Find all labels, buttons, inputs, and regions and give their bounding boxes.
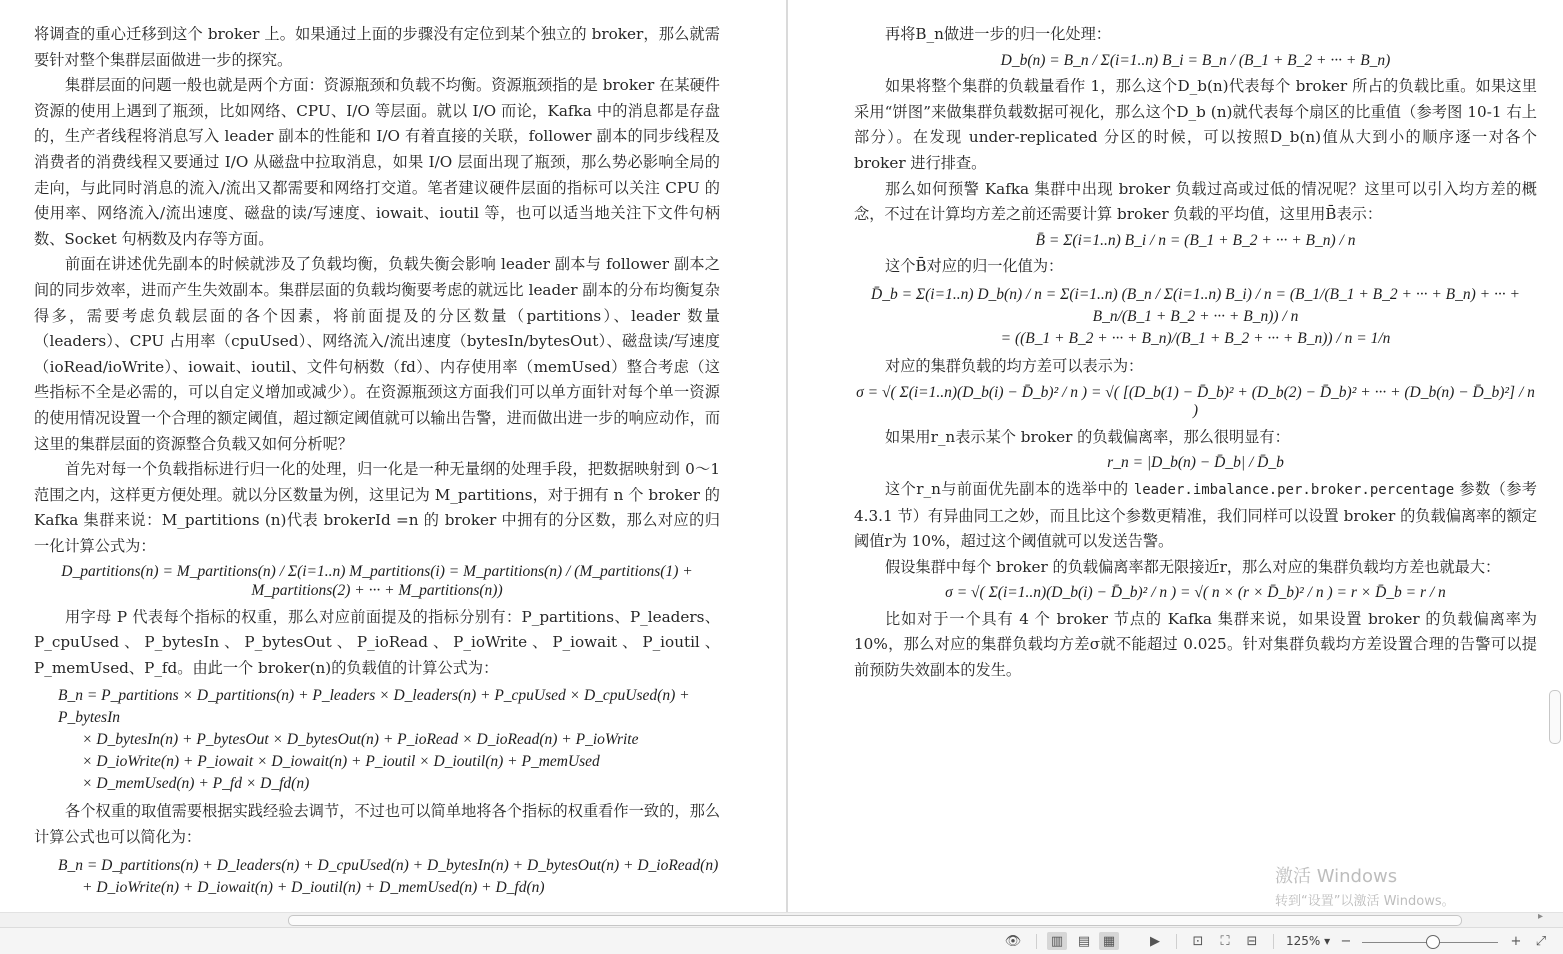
formula-rn [854, 454, 1537, 473]
paragraph: 比如对于一个具有 4 个 broker 节点的 Kafka 集群来说，如果设置 broker 的负载偏离率为 10%，那么对应的集群负载均方差σ就不能超过 0.025。针对集群负载均方差设置合理的告警可以提前预防失效副本的发生。 [854, 609, 1537, 680]
paragraph: 用字母 P 代表每个指标的权重，那么对应前面提及的指标分别有：P_partitions、P_leaders、P_cpuUsed、P_bytesIn、P_bytesOut、P_ioRead、P_ioWrite、P_iowait、P_ioutil、P_memUsed、P_fd。由此一个 broker(n)的负载值的计算公式为： [34, 607, 720, 677]
document-icon[interactable]: ▤ [1077, 933, 1091, 949]
paragraph: 将调查的重心迁移到这个 broker 上。如果通过上面的步骤没有定位到某个独立的 broker，那么就需要针对整个集群层面做进一步的探究。 [34, 25, 720, 69]
divider [1273, 934, 1274, 949]
formula-sigma-max [854, 584, 1537, 603]
formula-b-mean [854, 232, 1537, 251]
zoom-level-dropdown[interactable] [1286, 934, 1330, 948]
formula-line: = ((B_1 + B_2 + ··· + B_n)/(B_1 + B_2 + ··· + B_n)) / n = 1/n [1000, 329, 1391, 347]
paragraph: 对应的集群负载的均方差可以表示为： [885, 356, 1144, 375]
formula-line: B_n = D_partitions(n) + D_leaders(n) + D_cpuUsed(n) + D_bytesIn(n) + D_bytesOut(n) + D_ioRead(n) [58, 856, 719, 874]
formula-line: D̄_b = Σ(i=1..n) D_b(n) / n = Σ(i=1..n) (B_n / Σ(i=1..n) B_i) / n = (B_1/(B_1 + B_2 + ··· + B_n) + ··· + B_n/(B_1 + B_2 + ··· + B_n)) / n [871, 285, 1520, 325]
two-page-icon[interactable]: ▦ [1099, 932, 1119, 950]
zoom-out-icon[interactable]: − [1340, 933, 1352, 949]
play-icon[interactable]: ▶ [1150, 933, 1160, 949]
paragraph: 如果用r_n表示某个 broker 的负载偏离率，那么很明显有： [885, 427, 1290, 446]
paragraph: 那么如何预警 Kafka 集群中出现 broker 负载过高或过低的情况呢？这里可以引入均方差的概念，不过在计算均方差之前还需要计算 broker 负载的平均值，这里用B̄表示： [854, 179, 1537, 224]
config-parameter: leader.imbalance.per.broker.percentage [1133, 481, 1455, 498]
formula-line: × D_memUsed(n) + P_fd × D_fd(n) [82, 775, 310, 793]
formula-line: + D_ioWrite(n) + D_iowait(n) + D_ioutil(n) + D_memUsed(n) + D_fd(n) [82, 878, 545, 896]
document-page-right [788, 0, 1548, 912]
zoom-level: 125% [1286, 934, 1321, 948]
divider [1176, 934, 1177, 949]
zoom-slider-handle[interactable] [1426, 935, 1440, 949]
formula-broker-load [34, 685, 720, 795]
scroll-right-arrow-icon[interactable]: ▸ [1537, 911, 1543, 922]
divider [1036, 934, 1037, 949]
formula-text: D_partitions(n) = M_partitions(n) / Σ(i=1..n) M_partitions(i) = M_partitions(n) / (M_partitions(1) + M_partitions(2) + ··· + M_partitions(n)) [61, 563, 693, 600]
formula-text: B̄ = Σ(i=1..n) B_i / n = (B_1 + B_2 + ··· + B_n) / n [1035, 231, 1356, 249]
formula-line: × D_bytesIn(n) + P_bytesOut × D_bytesOut(n) + P_ioRead × D_ioRead(n) + P_ioWrite [82, 731, 639, 749]
fullscreen-icon[interactable]: ⤢ [1535, 933, 1547, 949]
paragraph: 这个B̄对应的归一化值为： [885, 257, 1064, 276]
fit-width-icon[interactable]: ⊟ [1246, 933, 1258, 949]
single-page-icon[interactable]: ▥ [1047, 932, 1067, 950]
paragraph: 集群层面的问题一般也就是两个方面：资源瓶颈和负载不均衡。资源瓶颈指的是 broker 在某硬件资源的使用上遇到了瓶颈，比如网络、CPU、I/O 等层面。就以 I/O 而论，Kafka 中的消息都是存盘的，生产者线程将消息写入 leader 副本的性能和 I/O 有着直接的关联，follower 副本的同步线程及消费者的消费线程又要通过 I/O 从磁盘中拉取消息，如果 I/O 层面出现了瓶颈，那么势必影响全局的走向，与此同时消息的流入/流出又都需要和网络打交道。笔者建议硬件层面的指标可以关注 CPU 的使用率、网络流入/流出速度、磁盘的读/写速度、iowait、ioutil 等，也可以适当地关注下文件句柄数、Socket 句柄数及内存等方面。 [34, 76, 720, 248]
document-page-left [0, 0, 786, 912]
horizontal-scrollbar[interactable] [0, 912, 1563, 927]
formula-db [854, 52, 1537, 71]
watermark-title: 激活 Windows [1275, 866, 1398, 887]
formula-text: D_b(n) = B_n / Σ(i=1..n) B_i = B_n / (B_1 + B_2 + ··· + B_n) [1000, 51, 1391, 69]
formula-text: r_n = |D_b(n) − D̄_b| / D̄_b [1107, 454, 1284, 472]
formula-line: B_n = P_partitions × D_partitions(n) + P_leaders × D_leaders(n) + P_cpuUsed × D_cpuUsed(n) + P_bytesIn [58, 687, 690, 727]
paragraph: 如果将整个集群的负载量看作 1，那么这个D_b(n)代表每个 broker 所占的负载比重。如果这里采用“饼图”来做集群负载数据可视化，那么这个D_b (n)就代表每个扇区的比重值（参考图 10-1 右上部分）。在发现 under-replicated 分区的时候，可以按照D_b(n)值从大到小的顺序逐一对各个 broker 进行排查。 [854, 77, 1537, 172]
formula-sigma [854, 384, 1537, 421]
fit-page-icon[interactable]: ⛶ [1220, 933, 1230, 949]
formula-line: × D_ioWrite(n) + P_iowait × D_iowait(n) + P_ioutil × D_ioutil(n) + P_memUsed [82, 753, 600, 771]
paragraph: 首先对每一个负载指标进行归一化的处理，归一化是一种无量纲的处理手段，把数据映射到 0～1 范围之内，这样更方便处理。就以分区数量为例，这里记为 M_partitions，对于拥有 n 个 broker 的 Kafka 集群来说：M_partitions (n)代表 brokerId =n 的 broker 中拥有的分区数，那么对应的归一化计算公式为： [34, 460, 720, 555]
page-right-content [854, 22, 1537, 684]
status-bar [0, 927, 1563, 954]
page-left-content [34, 22, 720, 903]
formula-text: σ = √( Σ(i=1..n)(D_b(i) − D̄_b)² / n ) = √( n × (r × D̄_b)² / n ) = r × D̄_b = r / n [945, 584, 1446, 602]
paragraph-part: 这个r_n与前面优先副本的选举中的 [885, 479, 1129, 498]
watermark-subtitle: 转到“设置”以激活 Windows。 [1275, 894, 1455, 909]
paragraph-part: 参数（参考 4.3.1 节）有异曲同工之妙，而且比这个参数更精准，我们同样可以设置 broker 的负载偏离率的额定阈值r为 10%，超过这个阈值就可以发送告警。 [854, 479, 1537, 551]
horizontal-scrollbar-thumb[interactable] [288, 915, 1462, 926]
formula-broker-load-simplified [34, 855, 720, 899]
formula-text: σ = √( Σ(i=1..n)(D_b(i) − D̄_b)² / n ) = √( [(D_b(1) − D̄_b)² + (D_b(2) − D̄_b)² + ··· + (D_b(n) − D̄_b)²] / n ) [856, 383, 1535, 420]
paragraph [854, 477, 1537, 555]
formula-d-partitions [34, 563, 720, 600]
paragraph: 假设集群中每个 broker 的负载偏离率都无限接近r，那么对应的集群负载均方差也就最大： [885, 557, 1501, 576]
paragraph: 前面在讲述优先副本的时候就涉及了负载均衡，负载失衡会影响 leader 副本与 follower 副本之间的同步效率，进而产生失效副本。集群层面的负载均衡要考虑的就远比 leader 副本的分布均衡复杂得多，需要考虑负载层面的各个因素，将前面提及的分区数量（partitions）、leader 数量（leaders）、CPU 占用率（cpuUsed）、网络流入/流出速度（bytesIn/bytesOut）、磁盘读/写速度（ioRead/ioWrite）、iowait、ioutil、文件句柄数（fd）、内存使用率（memUsed）整合考虑（这些指标不全是必需的，可以自定义增加或减少）。在资源瓶颈这方面我们可以单方面针对每个单一资源的使用情况设置一个合理的额定阈值，超过额定阈值就可以输出告警，进而做出进一步的响应动作，而这里的集群层面的资源整合负载又如何分析呢？ [34, 255, 720, 453]
vertical-scrollbar-thumb[interactable] [1549, 690, 1561, 744]
paragraph: 再将B_n做进一步的归一化处理： [885, 25, 1111, 43]
actual-size-icon[interactable]: ⊡ [1192, 933, 1204, 949]
eye-icon[interactable]: 👁 [1004, 933, 1022, 949]
formula-db-mean [854, 284, 1537, 350]
zoom-in-icon[interactable]: + [1510, 933, 1522, 949]
paragraph: 各个权重的取值需要根据实践经验去调节，不过也可以简单地将各个指标的权重看作一致的，那么计算公式也可以简化为： [34, 802, 720, 847]
chevron-down-icon: ▾ [1324, 934, 1331, 948]
